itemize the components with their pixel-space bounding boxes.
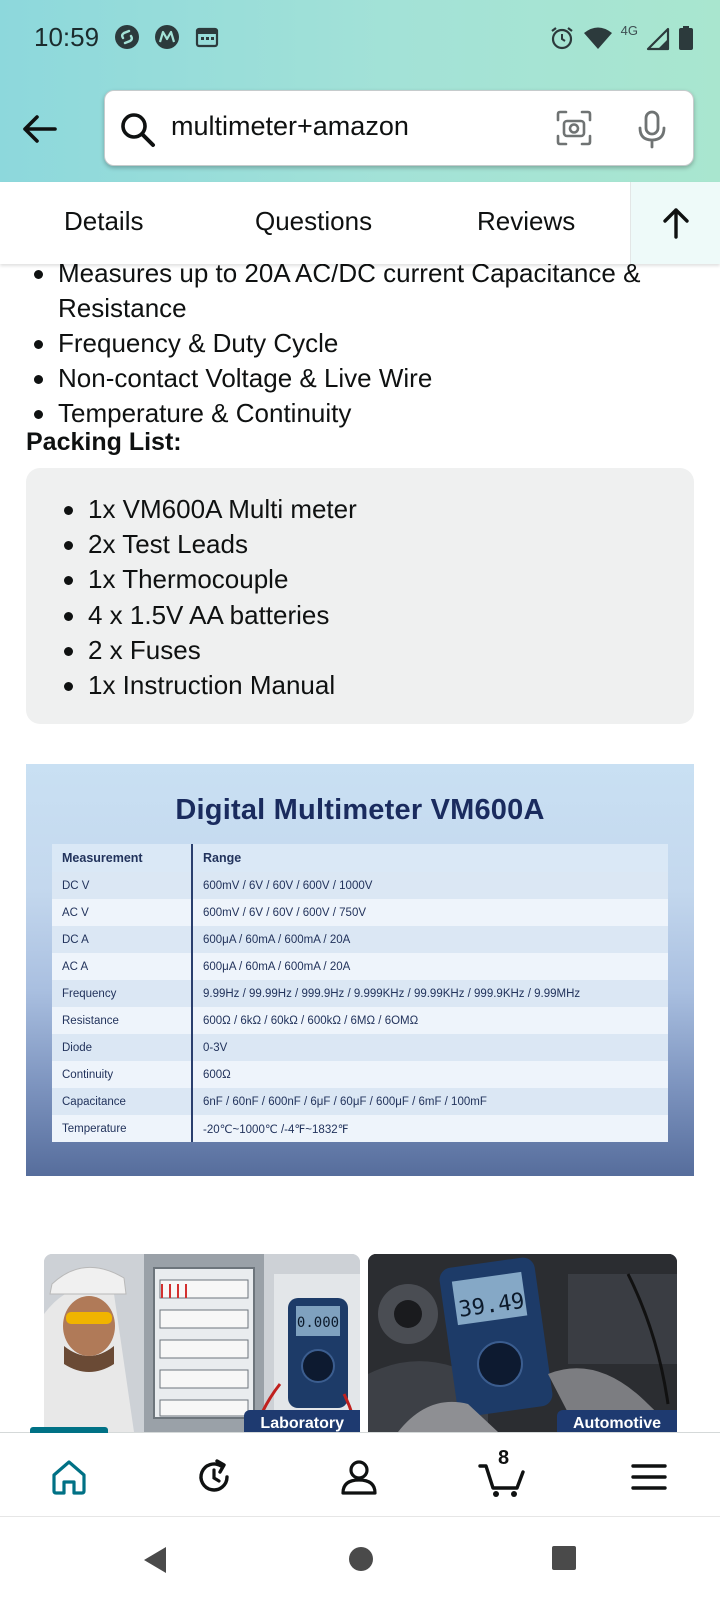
table-row [52, 872, 668, 899]
column-header-measurement: Measurement [52, 844, 192, 872]
battery-icon [678, 25, 694, 51]
list-item: 4 x 1.5V AA batteries [60, 598, 694, 633]
list-item: 1x VM600A Multi meter [60, 492, 694, 527]
automotive-label: Automotive [557, 1410, 677, 1432]
camera-search-icon[interactable] [555, 109, 593, 147]
table-cell: AC A [52, 953, 192, 980]
status-bar [0, 0, 720, 78]
nav-home[interactable] [45, 1453, 93, 1501]
bottom-navigation [0, 1432, 720, 1516]
packing-list-title: Packing List: [26, 428, 182, 456]
table-row [52, 899, 668, 926]
spec-table [52, 844, 668, 1142]
back-button[interactable] [18, 108, 60, 150]
list-item: Frequency & Duty Cycle [26, 326, 706, 361]
table-cell: 9.99Hz / 99.99Hz / 999.9Hz / 9.999KHz / 99.99KHz / 999.9KHz / 9.99MHz [192, 980, 668, 1007]
microphone-icon[interactable] [633, 109, 671, 149]
table-cell: Frequency [52, 980, 192, 1007]
table-row [52, 980, 668, 1007]
automotive-use-image[interactable] [368, 1254, 677, 1432]
table-cell: Resistance [52, 1007, 192, 1034]
table-row [52, 1115, 668, 1142]
table-row [52, 953, 668, 980]
list-item: 2x Test Leads [60, 527, 694, 562]
nav-menu[interactable] [625, 1453, 673, 1501]
table-cell: 600Ω / 6kΩ / 60kΩ / 600kΩ / 6MΩ / 6OMΩ [192, 1007, 668, 1034]
account-icon [340, 1458, 378, 1496]
list-item: 1x Instruction Manual [60, 668, 694, 703]
table-cell: AC V [52, 899, 192, 926]
status-time: 10:59 [34, 22, 100, 52]
table-cell: 600mV / 6V / 60V / 600V / 1000V [192, 872, 668, 899]
table-cell: 0-3V [192, 1034, 668, 1061]
tab-questions[interactable]: Questions [255, 206, 373, 236]
active-tab-indicator [30, 1427, 108, 1433]
motorola-icon [154, 24, 180, 50]
laboratory-label: Laboratory [244, 1410, 360, 1432]
table-cell: 600μA / 60mA / 600mA / 20A [192, 953, 668, 980]
search-input[interactable] [171, 111, 521, 142]
table-row [52, 1034, 668, 1061]
network-type-label: 4G [620, 22, 638, 38]
calendar-icon [194, 24, 220, 50]
table-cell: Temperature [52, 1115, 192, 1142]
table-cell: 600μA / 60mA / 600mA / 20A [192, 926, 668, 953]
system-navigation-bar [0, 1516, 720, 1600]
list-item: 2 x Fuses [60, 633, 694, 668]
table-cell: -20℃~1000℃ /-4℉~1832℉ [192, 1115, 668, 1142]
list-item: Measures up to 20A AC/DC current Capacitance & Resistance [26, 264, 706, 326]
packing-list [60, 492, 694, 703]
electrician-panel-illustration [44, 1254, 360, 1432]
table-cell: 6nF / 60nF / 600nF / 6μF / 60μF / 600μF / 6mF / 100mF [192, 1088, 668, 1115]
cart-count-badge: 8 [498, 1447, 510, 1469]
table-cell: 600mV / 6V / 60V / 600V / 750V [192, 899, 668, 926]
back-arrow-icon [21, 114, 57, 144]
shazam-icon [114, 24, 140, 50]
scroll-to-top-button[interactable] [630, 182, 720, 264]
search-bar[interactable] [104, 90, 694, 166]
signal-icon [646, 25, 670, 51]
table-cell: DC V [52, 872, 192, 899]
spec-banner-image[interactable] [26, 764, 694, 1176]
laboratory-use-image[interactable] [44, 1254, 360, 1432]
nav-refresh[interactable] [190, 1453, 238, 1501]
product-details-content [0, 264, 720, 1432]
multimeter-display-text: 39.49 [457, 1288, 527, 1323]
alarm-icon [549, 25, 575, 51]
app-header [0, 0, 720, 182]
automotive-engine-illustration [368, 1254, 677, 1432]
spec-banner-title: Digital Multimeter VM600A [175, 794, 545, 826]
table-row [52, 926, 668, 953]
table-cell: Continuity [52, 1061, 192, 1088]
list-item: 1x Thermocouple [60, 562, 694, 597]
table-row [52, 1061, 668, 1088]
menu-icon [631, 1462, 667, 1492]
search-icon [119, 111, 157, 149]
home-icon [50, 1458, 88, 1496]
table-cell: 600Ω [192, 1061, 668, 1088]
packing-list-box [26, 468, 694, 724]
multimeter-display-text: 0.000 [296, 1315, 340, 1331]
status-icons [549, 22, 694, 54]
table-row [52, 1088, 668, 1115]
refresh-icon [194, 1457, 234, 1497]
list-item: Non-contact Voltage & Live Wire [26, 361, 706, 396]
tab-details[interactable]: Details [64, 206, 144, 236]
system-back-icon[interactable] [140, 1545, 170, 1575]
table-cell: Capacitance [52, 1088, 192, 1115]
system-recents-icon[interactable] [551, 1545, 577, 1571]
column-header-range: Range [192, 844, 668, 872]
section-tabs [0, 182, 720, 264]
table-header-row [52, 844, 668, 872]
nav-account[interactable] [335, 1453, 383, 1501]
table-cell: DC A [52, 926, 192, 953]
table-cell: Diode [52, 1034, 192, 1061]
arrow-up-icon [661, 207, 691, 239]
wifi-icon [583, 25, 613, 51]
feature-list [26, 264, 706, 431]
system-home-icon[interactable] [347, 1545, 375, 1573]
tab-reviews[interactable]: Reviews [477, 206, 576, 236]
list-item: Temperature & Continuity [26, 396, 706, 431]
table-row [52, 1007, 668, 1034]
nav-cart[interactable] [478, 1447, 526, 1501]
